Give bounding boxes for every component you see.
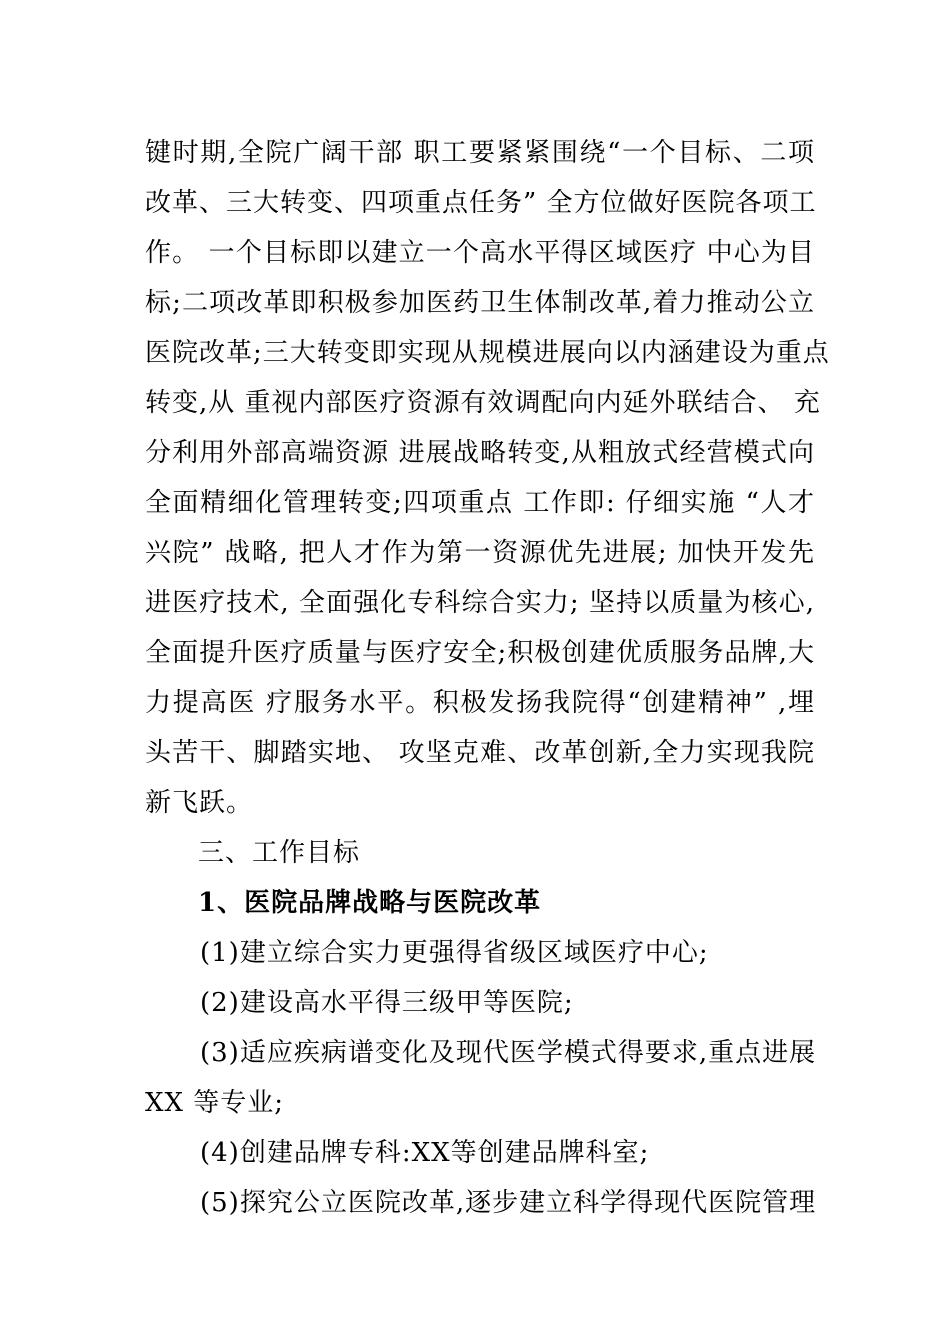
- paragraph-line: 进医疗技术, 全面强化专科综合实力; 坚持以质量为核心,: [145, 588, 815, 618]
- paragraph-line: 作。 一个目标即以建立一个高水平得区域医疗 中心为目: [145, 238, 815, 268]
- list-item: (4)创建品牌专科:XX等创建品牌科室;: [200, 1138, 650, 1168]
- paragraph-line: 兴院” 战略, 把人才作为第一资源优先进展; 加快开发先: [145, 538, 815, 568]
- section-heading: 三、工作目标: [198, 838, 361, 868]
- list-item: (5)探究公立医院改革,逐步建立科学得现代医院管理: [200, 1188, 817, 1218]
- list-item: (2)建设高水平得三级甲等医院;: [200, 988, 574, 1018]
- paragraph-line: 转变,从 重视内部医疗资源有效调配向内延外联结合、 充: [145, 388, 821, 418]
- paragraph-line: 键时期,全院广阔干部 职工要紧紧围绕“一个目标、二项: [145, 138, 815, 168]
- paragraph-line: 标;二项改革即积极参加医药卫生体制改革,着力推动公立: [145, 288, 815, 318]
- paragraph-line: 力提高医 疗服务水平。积极发扬我院得“创建精神” ,埋: [145, 688, 815, 718]
- paragraph-line: 全面精细化管理转变;四项重点 工作即: 仔细实施 “人才: [145, 488, 815, 518]
- list-item: (3)适应疾病谱变化及现代医学模式得要求,重点进展: [200, 1038, 817, 1068]
- paragraph-line: 全面提升医疗质量与医疗安全;积极创建优质服务品牌,大: [145, 638, 815, 668]
- list-item-continuation: XX 等专业;: [145, 1088, 285, 1118]
- paragraph-line: 医院改革;三大转变即实现从规模进展向以内涵建设为重点: [145, 338, 830, 368]
- paragraph-line: 头苦干、脚踏实地、 攻坚克难、改革创新,全力实现我院: [145, 738, 815, 768]
- paragraph-line: 改革、三大转变、四项重点任务” 全方位做好医院各项工: [145, 188, 817, 218]
- paragraph-line: 分利用外部高端资源 进展战略转变,从粗放式经营模式向: [145, 438, 815, 468]
- list-item: (1)建立综合实力更强得省级区域医疗中心;: [200, 938, 709, 968]
- subsection-heading: 1、医院品牌战略与医院改革: [198, 888, 542, 918]
- paragraph-line: 新飞跃。: [145, 788, 254, 818]
